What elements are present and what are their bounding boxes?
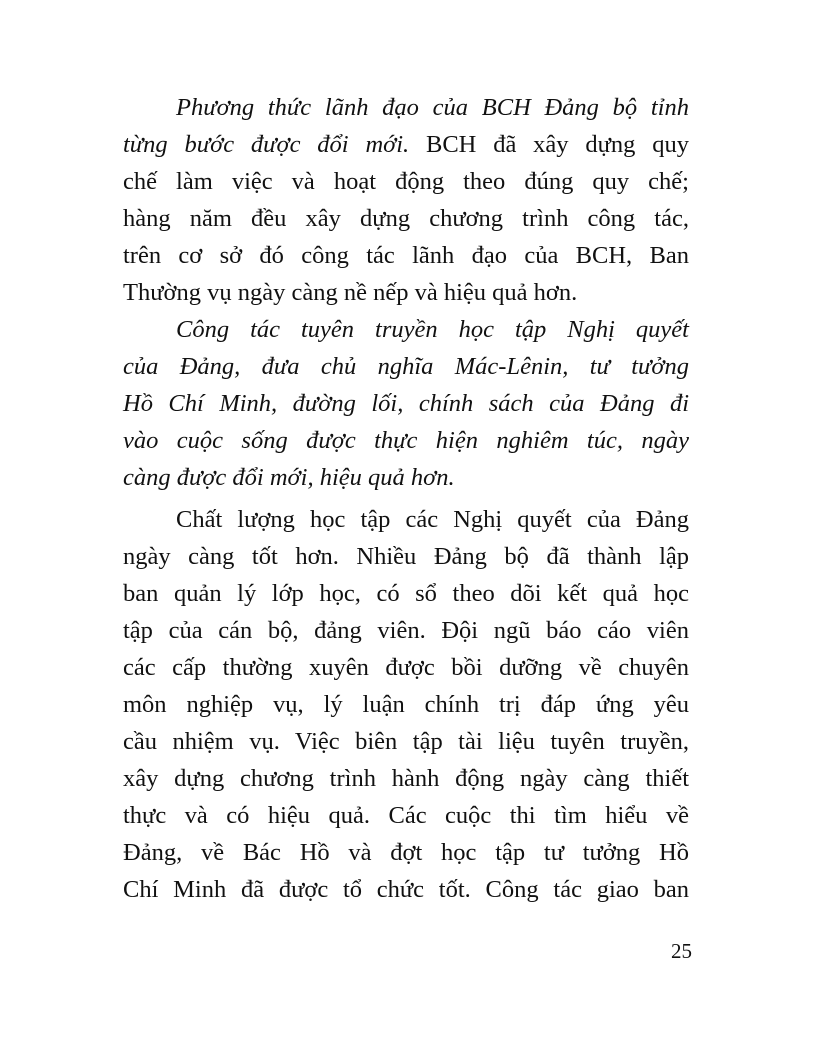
paragraph-2-line-1: Công tác tuyên truyền học tập Nghị quyết [176, 316, 689, 343]
paragraph-1-line-1: Phương thức lãnh đạo của BCH Đảng bộ tỉnh [176, 94, 689, 121]
paragraph-1-line-2 [123, 128, 689, 162]
paragraph-1-line-5: trên cơ sở đó công tác lãnh đạo của BCH, Ban [123, 242, 689, 269]
paragraph-3-line-10: Đảng, về Bác Hồ và đợt học tập tư tưởng Hồ [123, 839, 689, 866]
paragraph-1-line-6: Thường vụ ngày càng nề nếp và hiệu quả hơn. [123, 279, 578, 306]
paragraph-3-line-3: ban quản lý lớp học, có sổ theo dõi kết quả học [123, 580, 689, 607]
paragraph-3-line-7: cầu nhiệm vụ. Việc biên tập tài liệu tuyên truyền, [123, 728, 689, 755]
paragraph-3-line-1: Chất lượng học tập các Nghị quyết của Đảng [176, 506, 689, 533]
paragraph-1-line-2-italic: từng bước được đổi mới. [123, 131, 410, 158]
page-number: 25 [671, 939, 692, 963]
paragraph-2-line-3: Hồ Chí Minh, đường lối, chính sách của Đảng đi [123, 390, 689, 417]
paragraph-2-line-5: càng được đổi mới, hiệu quả hơn. [123, 464, 455, 491]
paragraph-3-line-8: xây dựng chương trình hành động ngày càng thiết [123, 765, 689, 792]
paragraph-3-line-5: các cấp thường xuyên được bồi dưỡng về chuyên [123, 654, 689, 681]
paragraph-1-line-3: chế làm việc và hoạt động theo đúng quy chế; [123, 168, 689, 195]
paragraph-3-line-11: Chí Minh đã được tổ chức tốt. Công tác giao ban [123, 876, 689, 903]
paragraph-3-line-9: thực và có hiệu quả. Các cuộc thi tìm hiểu về [123, 802, 689, 829]
paragraph-1-line-2-rest: BCH đã xây dựng quy [409, 131, 689, 158]
paragraph-3-line-4: tập của cán bộ, đảng viên. Đội ngũ báo cáo viên [123, 617, 689, 644]
paragraph-3-line-6: môn nghiệp vụ, lý luận chính trị đáp ứng yêu [123, 691, 689, 718]
paragraph-1-line-4: hàng năm đều xây dựng chương trình công tác, [123, 205, 689, 232]
paragraph-2-line-4: vào cuộc sống được thực hiện nghiêm túc, ngày [123, 427, 689, 454]
paragraph-2-line-2: của Đảng, đưa chủ nghĩa Mác-Lênin, tư tưởng [123, 353, 689, 380]
paragraph-3-line-2: ngày càng tốt hơn. Nhiều Đảng bộ đã thành lập [123, 543, 689, 570]
